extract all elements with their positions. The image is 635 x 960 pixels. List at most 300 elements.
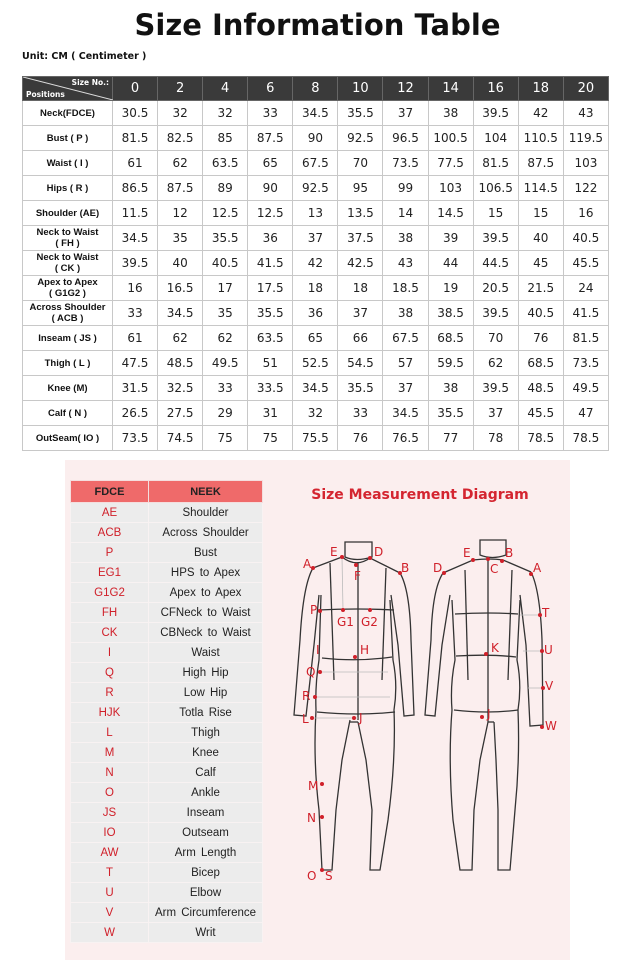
position-label: [23, 401, 113, 426]
diagram-title: Size Measurement Diagram: [311, 487, 529, 503]
legend-row: [71, 783, 263, 803]
legend-row: [71, 523, 263, 543]
measurement-cell: 16: [563, 201, 608, 226]
legend-row: [71, 743, 263, 763]
measurement-cell: 67.5: [383, 326, 428, 351]
legend-row: [71, 763, 263, 783]
legend-name: Across Shoulder: [149, 523, 263, 543]
measurement-cell: 32: [203, 101, 248, 126]
measurement-cell: 65: [248, 151, 293, 176]
measurement-cell: 18.5: [383, 276, 428, 301]
measurement-cell: 38: [428, 376, 473, 401]
size-table-row: [23, 176, 609, 201]
position-label-line: Inseam ( JS ): [38, 332, 97, 344]
diagram-label: G1: [337, 615, 354, 629]
legend-name: Thigh: [149, 723, 263, 743]
legend-row: [71, 823, 263, 843]
legend-row: [71, 603, 263, 623]
position-label-line: Neck to Waist: [36, 227, 99, 238]
legend-name: Apex to Apex: [149, 583, 263, 603]
measurement-cell: 32: [158, 101, 203, 126]
measurement-cell: 32: [293, 401, 338, 426]
legend-row: [71, 903, 263, 923]
measurement-cell: 48.5: [158, 351, 203, 376]
measurement-cell: 35.5: [338, 376, 383, 401]
measurement-cell: 99: [383, 176, 428, 201]
diagram-label: C: [490, 562, 499, 576]
measurement-cell: 35.5: [428, 401, 473, 426]
measurement-cell: 13: [293, 201, 338, 226]
measurement-cell: 12: [158, 201, 203, 226]
measurement-cell: 11.5: [113, 201, 158, 226]
position-label-line: Neck to Waist: [36, 252, 99, 263]
measurement-cell: 63.5: [203, 151, 248, 176]
measurement-cell: 37: [473, 401, 518, 426]
position-label: [23, 251, 113, 276]
position-label-line: ( ACB ): [51, 313, 84, 324]
legend-code: CK: [71, 623, 149, 643]
size-column-header: 20: [563, 77, 608, 101]
legend-code: L: [71, 723, 149, 743]
measurement-cell: 13.5: [338, 201, 383, 226]
position-label: [23, 276, 113, 301]
measurement-legend-table: [70, 480, 263, 943]
position-label-line: ( CK ): [54, 263, 81, 274]
position-label: [23, 201, 113, 226]
diagram-label: B: [505, 546, 514, 560]
measurement-cell: 35.5: [203, 226, 248, 251]
diagram-label: Q: [306, 665, 316, 679]
legend-row: [71, 683, 263, 703]
measurement-cell: 45.5: [518, 401, 563, 426]
diagram-label: U: [544, 643, 553, 657]
measurement-cell: 33.5: [248, 376, 293, 401]
measurement-cell: 74.5: [158, 426, 203, 451]
legend-header-code: FDCE: [71, 481, 149, 503]
measurement-cell: 38: [383, 301, 428, 326]
measurement-cell: 90: [248, 176, 293, 201]
measurement-cell: 40: [518, 226, 563, 251]
position-label-line: Apex to Apex: [37, 277, 98, 288]
legend-name: Arm Circumference: [149, 903, 263, 923]
legend-code: O: [71, 783, 149, 803]
measurement-diagram: [270, 460, 570, 960]
measurement-cell: 33: [113, 301, 158, 326]
measurement-cell: 40.5: [518, 301, 563, 326]
measurement-cell: 31.5: [113, 376, 158, 401]
legend-row: [71, 863, 263, 883]
measurement-cell: 61: [113, 151, 158, 176]
diagram-label: D: [374, 545, 384, 559]
measurement-cell: 103: [563, 151, 608, 176]
measurement-cell: 39.5: [473, 301, 518, 326]
measurement-cell: 106.5: [473, 176, 518, 201]
size-table-row: [23, 326, 609, 351]
diagram-label: A: [303, 557, 312, 571]
legend-name: CBNeck to Waist: [149, 623, 263, 643]
measurement-cell: 39: [428, 226, 473, 251]
measurement-cell: 42.5: [338, 251, 383, 276]
measurement-cell: 40.5: [203, 251, 248, 276]
measurement-cell: 33: [248, 101, 293, 126]
measurement-cell: 47: [563, 401, 608, 426]
legend-code: JS: [71, 803, 149, 823]
measurement-cell: 92.5: [338, 126, 383, 151]
legend-name: Ankle: [149, 783, 263, 803]
position-label: [23, 101, 113, 126]
measurement-cell: 57: [383, 351, 428, 376]
measurement-cell: 65: [293, 326, 338, 351]
measurement-cell: 75.5: [293, 426, 338, 451]
legend-header-row: [71, 481, 263, 503]
legend-name: HPS to Apex: [149, 563, 263, 583]
legend-name: Shoulder: [149, 503, 263, 523]
measurement-cell: 73.5: [383, 151, 428, 176]
diagram-label: E: [330, 545, 338, 559]
legend-name: Knee: [149, 743, 263, 763]
measurement-cell: 77: [428, 426, 473, 451]
measurement-cell: 37: [383, 376, 428, 401]
size-table-row: [23, 151, 609, 176]
legend-name: Elbow: [149, 883, 263, 903]
measurement-cell: 17: [203, 276, 248, 301]
legend-name: Outseam: [149, 823, 263, 843]
measurement-cell: 35.5: [338, 101, 383, 126]
body-figures: [270, 460, 570, 960]
legend-code: ACB: [71, 523, 149, 543]
measurement-cell: 38.5: [428, 301, 473, 326]
diagram-label: O: [307, 869, 317, 883]
corner-header-cell: [23, 77, 113, 101]
measurement-cell: 33: [203, 376, 248, 401]
measurement-cell: 30.5: [113, 101, 158, 126]
legend-row: [71, 843, 263, 863]
legend-code: W: [71, 923, 149, 943]
measurement-cell: 45.5: [563, 251, 608, 276]
measurement-cell: 81.5: [113, 126, 158, 151]
measurement-cell: 36: [293, 301, 338, 326]
measurement-cell: 38: [428, 101, 473, 126]
diagram-label: L: [302, 712, 309, 726]
legend-name: Writ: [149, 923, 263, 943]
measurement-cell: 76: [338, 426, 383, 451]
legend-code: AE: [71, 503, 149, 523]
position-label: [23, 176, 113, 201]
measurement-cell: 41.5: [563, 301, 608, 326]
legend-code: P: [71, 543, 149, 563]
legend-row: [71, 803, 263, 823]
size-header-row: [23, 77, 609, 101]
measurement-cell: 81.5: [563, 326, 608, 351]
measurement-cell: 82.5: [158, 126, 203, 151]
legend-row: [71, 543, 263, 563]
legend-name: High Hip: [149, 663, 263, 683]
measurement-cell: 39.5: [473, 226, 518, 251]
measurement-cell: 62: [473, 351, 518, 376]
legend-code: AW: [71, 843, 149, 863]
size-column-header: 0: [113, 77, 158, 101]
legend-code: HJK: [71, 703, 149, 723]
position-label-line: Across Shoulder: [29, 302, 106, 313]
legend-row: [71, 503, 263, 523]
diagram-label: E: [463, 546, 471, 560]
page-title: Size Information Table: [134, 8, 501, 42]
legend-row: [71, 883, 263, 903]
measurement-cell: 68.5: [428, 326, 473, 351]
measurement-cell: 37.5: [338, 226, 383, 251]
measurement-cell: 76: [518, 326, 563, 351]
legend-code: R: [71, 683, 149, 703]
legend-code: V: [71, 903, 149, 923]
measurement-cell: 40.5: [563, 226, 608, 251]
measurement-cell: 34.5: [113, 226, 158, 251]
measurement-cell: 90: [293, 126, 338, 151]
legend-code: FH: [71, 603, 149, 623]
size-table-row: [23, 426, 609, 451]
measurement-cell: 76.5: [383, 426, 428, 451]
legend-code: U: [71, 883, 149, 903]
measurement-cell: 122: [563, 176, 608, 201]
measurement-cell: 34.5: [383, 401, 428, 426]
measurement-cell: 33: [338, 401, 383, 426]
legend-row: [71, 703, 263, 723]
legend-name: Inseam: [149, 803, 263, 823]
legend-code: I: [71, 643, 149, 663]
legend-code: T: [71, 863, 149, 883]
diagram-label: I: [316, 643, 320, 657]
measurement-cell: 31: [248, 401, 293, 426]
measurement-cell: 87.5: [158, 176, 203, 201]
measurement-cell: 43: [563, 101, 608, 126]
legend-header-name: NEEK: [149, 481, 263, 503]
measurement-cell: 45: [518, 251, 563, 276]
measurement-cell: 42: [518, 101, 563, 126]
measurement-cell: 34.5: [293, 101, 338, 126]
size-table-row: [23, 301, 609, 326]
measurement-cell: 104: [473, 126, 518, 151]
measurement-cell: 110.5: [518, 126, 563, 151]
measurement-cell: 62: [158, 326, 203, 351]
measurement-cell: 103: [428, 176, 473, 201]
position-label-line: Thigh ( L ): [44, 357, 91, 369]
measurement-cell: 16.5: [158, 276, 203, 301]
size-column-header: 14: [428, 77, 473, 101]
measurement-cell: 49.5: [203, 351, 248, 376]
measurement-cell: 81.5: [473, 151, 518, 176]
measurement-cell: 32.5: [158, 376, 203, 401]
measurement-cell: 12.5: [203, 201, 248, 226]
legend-row: [71, 923, 263, 943]
back-body-figure: [425, 540, 543, 870]
measurement-cell: 42: [293, 251, 338, 276]
legend-name: Waist: [149, 643, 263, 663]
measurement-cell: 36: [248, 226, 293, 251]
legend-row: [71, 563, 263, 583]
measurement-cell: 73.5: [113, 426, 158, 451]
position-label-line: ( FH ): [55, 238, 80, 249]
size-table-row: [23, 401, 609, 426]
measurement-cell: 14.5: [428, 201, 473, 226]
position-label: [23, 126, 113, 151]
measurement-cell: 15: [518, 201, 563, 226]
size-column-header: 10: [338, 77, 383, 101]
measurement-cell: 87.5: [518, 151, 563, 176]
measurement-cell: 37: [383, 101, 428, 126]
diagram-label: T: [542, 606, 550, 620]
measurement-cell: 52.5: [293, 351, 338, 376]
measurement-cell: 12.5: [248, 201, 293, 226]
diagram-label: M: [308, 779, 319, 793]
measurement-cell: 37: [293, 226, 338, 251]
position-label-line: Hips ( R ): [46, 182, 89, 194]
measurement-cell: 20.5: [473, 276, 518, 301]
measurement-cell: 78.5: [518, 426, 563, 451]
legend-code: G1G2: [71, 583, 149, 603]
measurement-cell: 62: [158, 151, 203, 176]
measurement-cell: 18: [338, 276, 383, 301]
measurement-cell: 66: [338, 326, 383, 351]
size-table-row: [23, 226, 609, 251]
measurement-cell: 41.5: [248, 251, 293, 276]
measurement-cell: 67.5: [293, 151, 338, 176]
measurement-cell: 92.5: [293, 176, 338, 201]
position-label: [23, 151, 113, 176]
measurement-cell: 40: [158, 251, 203, 276]
diagram-label: K: [491, 641, 499, 655]
diagram-label: F: [354, 569, 361, 583]
position-label: [23, 226, 113, 251]
measurement-cell: 78: [473, 426, 518, 451]
measurement-cell: 14: [383, 201, 428, 226]
diagram-label: A: [533, 561, 542, 575]
legend-name: Bust: [149, 543, 263, 563]
measurement-cell: 27.5: [158, 401, 203, 426]
diagram-label: P: [310, 603, 318, 617]
size-table-row: [23, 376, 609, 401]
legend-name: Arm Length: [149, 843, 263, 863]
measurement-cell: 16: [113, 276, 158, 301]
measurement-cell: 48.5: [518, 376, 563, 401]
measurement-cell: 77.5: [428, 151, 473, 176]
measurement-cell: 68.5: [518, 351, 563, 376]
legend-row: [71, 723, 263, 743]
measurement-cell: 38: [383, 226, 428, 251]
legend-row: [71, 643, 263, 663]
size-column-header: 12: [383, 77, 428, 101]
position-label-line: OutSeam( IO ): [35, 432, 100, 444]
position-label: [23, 326, 113, 351]
position-label-line: Calf ( N ): [47, 407, 88, 419]
measurement-cell: 62: [203, 326, 248, 351]
front-measure-lines: [312, 557, 390, 718]
measurement-cell: 54.5: [338, 351, 383, 376]
position-label: [23, 351, 113, 376]
position-label-line: Bust ( P ): [46, 132, 89, 144]
measurement-cell: 114.5: [518, 176, 563, 201]
diagram-label: H: [360, 643, 370, 657]
measurement-cell: 47.5: [113, 351, 158, 376]
diagram-label: V: [545, 679, 554, 693]
legend-code: EG1: [71, 563, 149, 583]
measurement-cell: 15: [473, 201, 518, 226]
measurement-cell: 34.5: [158, 301, 203, 326]
measurement-cell: 70: [338, 151, 383, 176]
legend-name: Totla Rise: [149, 703, 263, 723]
diagram-label: S: [325, 869, 333, 883]
measurement-cell: 29: [203, 401, 248, 426]
measurement-cell: 96.5: [383, 126, 428, 151]
position-label: [23, 301, 113, 326]
size-table-row: [23, 251, 609, 276]
measurement-cell: 18: [293, 276, 338, 301]
diagram-label: B: [401, 561, 410, 575]
measurement-cell: 43: [383, 251, 428, 276]
measurement-cell: 35: [158, 226, 203, 251]
measurement-cell: 119.5: [563, 126, 608, 151]
measurement-cell: 61: [113, 326, 158, 351]
legend-row: [71, 623, 263, 643]
measurement-cell: 95: [338, 176, 383, 201]
measurement-cell: 59.5: [428, 351, 473, 376]
unit-label: Unit: CM ( Centimeter ): [22, 51, 147, 62]
legend-name: Bicep: [149, 863, 263, 883]
legend-code: N: [71, 763, 149, 783]
measurement-cell: 37: [338, 301, 383, 326]
positions-label: Positions: [26, 90, 65, 99]
diagram-label: J: [359, 711, 363, 725]
measurement-cell: 19: [428, 276, 473, 301]
diagram-label: D: [433, 561, 443, 575]
position-label-line: Shoulder (AE): [35, 207, 100, 219]
size-column-header: 2: [158, 77, 203, 101]
position-label: [23, 376, 113, 401]
measurement-cell: 78.5: [563, 426, 608, 451]
measurement-cell: 44.5: [473, 251, 518, 276]
legend-code: IO: [71, 823, 149, 843]
measurement-cell: 73.5: [563, 351, 608, 376]
diagram-label: W: [545, 719, 557, 733]
size-column-header: 16: [473, 77, 518, 101]
measurement-cell: 21.5: [518, 276, 563, 301]
measurement-cell: 63.5: [248, 326, 293, 351]
position-label-line: Neck(FDCE): [40, 107, 95, 119]
size-table-row: [23, 276, 609, 301]
size-table-row: [23, 101, 609, 126]
measurement-cell: 24: [563, 276, 608, 301]
measurement-cell: 34.5: [293, 376, 338, 401]
diagram-label: G2: [361, 615, 378, 629]
diagram-label: J: [487, 707, 491, 721]
measurement-cell: 89: [203, 176, 248, 201]
measurement-cell: 26.5: [113, 401, 158, 426]
size-column-header: 6: [248, 77, 293, 101]
position-label: [23, 426, 113, 451]
legend-row: [71, 663, 263, 683]
legend-row: [71, 583, 263, 603]
size-column-header: 4: [203, 77, 248, 101]
measurement-cell: 39.5: [473, 376, 518, 401]
size-column-header: 8: [293, 77, 338, 101]
size-table-row: [23, 201, 609, 226]
measurement-cell: 75: [248, 426, 293, 451]
position-label-line: Waist ( I ): [46, 157, 89, 169]
measurement-cell: 35.5: [248, 301, 293, 326]
size-table-row: [23, 351, 609, 376]
measurement-cell: 44: [428, 251, 473, 276]
size-no-label: Size No.:: [71, 78, 109, 87]
measurement-cell: 17.5: [248, 276, 293, 301]
size-information-table: [22, 76, 609, 451]
